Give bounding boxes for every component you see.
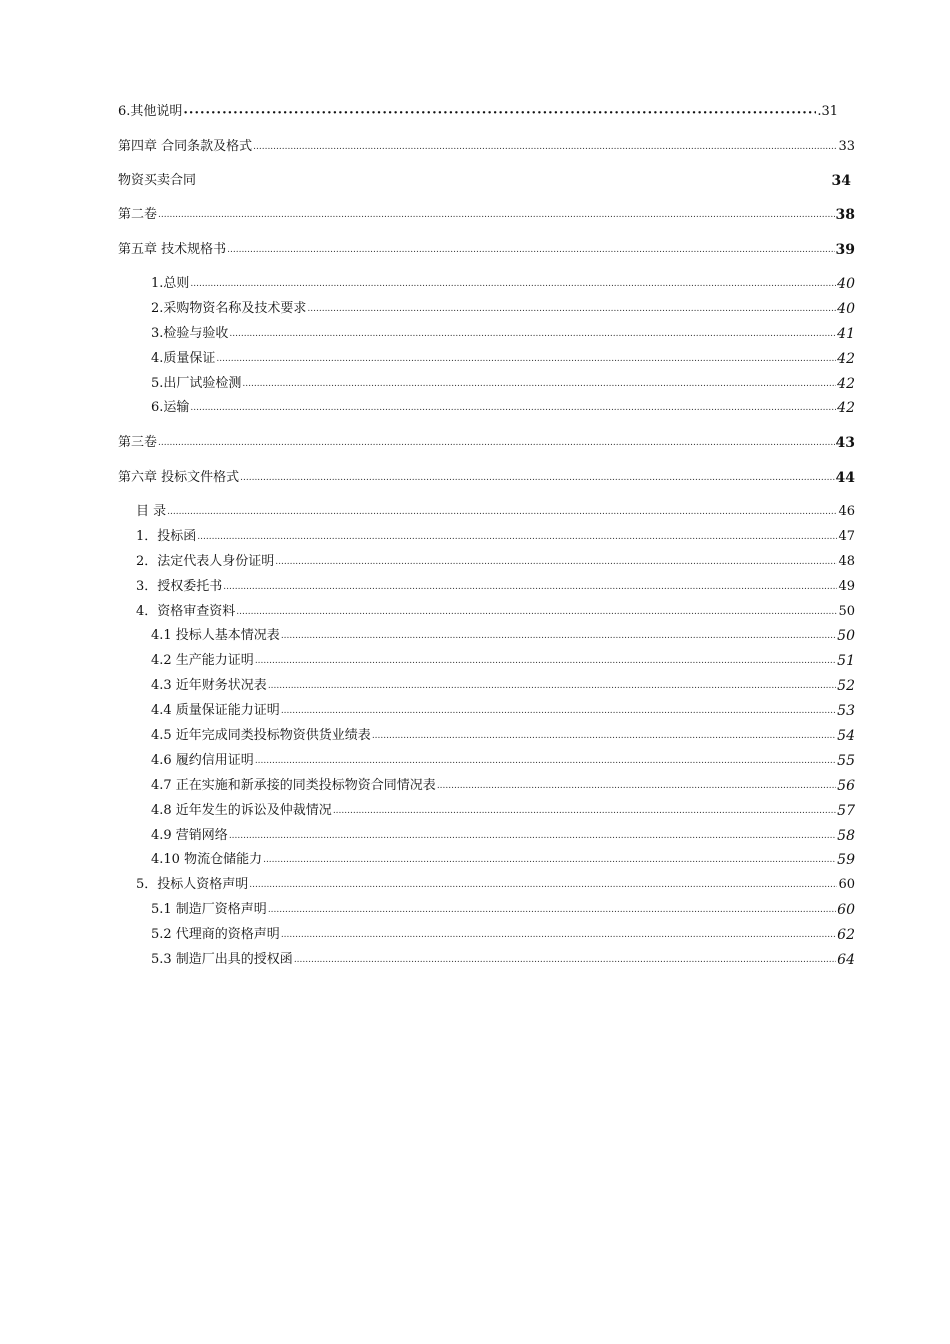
toc-entry-label: 第三卷 <box>118 435 158 450</box>
toc-entry-label: 4.1 投标人基本情况表 <box>151 628 280 643</box>
toc-entry-label: 1．投标函 <box>136 529 197 544</box>
dot-leader <box>190 278 836 290</box>
dot-leader <box>190 402 836 414</box>
dot-leader <box>281 929 836 941</box>
dot-leader <box>307 303 836 315</box>
toc-entry-page: 60 <box>838 877 855 892</box>
toc-entry-label: 5.3 制造厂出具的授权函 <box>151 952 293 967</box>
toc-entry-general[interactable] <box>151 276 855 292</box>
dot-leader <box>263 854 836 866</box>
toc-entry-4-7[interactable] <box>151 778 855 794</box>
toc-entry-page: 64 <box>837 952 855 968</box>
toc-entry-qualification-statement[interactable] <box>136 877 855 893</box>
toc-entry-chapter-5[interactable] <box>118 242 855 258</box>
toc-entry-inspection[interactable] <box>151 326 855 342</box>
toc-entry-4-6[interactable] <box>151 753 855 769</box>
toc-entry-label: 5．投标人资格声明 <box>136 877 249 892</box>
toc-entry-page: 44 <box>835 470 855 486</box>
toc-entry-quality-assurance[interactable] <box>151 351 855 367</box>
toc-entry-5-3[interactable] <box>151 952 855 968</box>
toc-entry-page: 53 <box>837 703 855 719</box>
dot-leader <box>255 655 836 667</box>
toc-entry-label: 第四章 合同条款及格式 <box>118 139 253 154</box>
toc-entry-5-2[interactable] <box>151 927 855 943</box>
toc-entry-page: 57 <box>837 803 855 819</box>
toc-entry-label: 4．资格审查资料 <box>136 604 236 619</box>
toc-entry-page: 58 <box>837 828 855 844</box>
dot-leader <box>158 209 835 221</box>
toc-entry-label: 第六章 投标文件格式 <box>118 470 240 485</box>
toc-entry-label: 3.检验与验收 <box>151 326 229 341</box>
toc-entry-label: 第二卷 <box>118 207 158 222</box>
toc-entry-label: 4.8 近年发生的诉讼及仲裁情况 <box>151 803 332 818</box>
dot-leader <box>227 244 834 256</box>
dot-leader <box>240 472 834 484</box>
toc-entry-page: 50 <box>837 628 855 644</box>
dot-leader <box>236 606 837 618</box>
toc-entry-page: 42 <box>837 351 855 367</box>
toc-entry-page: 59 <box>837 852 855 868</box>
toc-entry-label: 1.总则 <box>151 276 190 291</box>
dot-leader <box>255 755 836 767</box>
toc-entry-goods-contract[interactable] <box>118 173 851 189</box>
toc-entry-contents[interactable] <box>136 504 855 520</box>
toc-entry-page: 34 <box>831 173 851 189</box>
toc-entry-4-8[interactable] <box>151 803 855 819</box>
toc-entry-chapter-4[interactable] <box>118 139 855 155</box>
toc-entry-4-1[interactable] <box>151 628 855 644</box>
toc-entry-4-9[interactable] <box>151 828 855 844</box>
toc-entry-factory-test[interactable] <box>151 376 855 392</box>
toc-entry-label: 4.7 正在实施和新承接的同类投标物资合同情况表 <box>151 778 436 793</box>
toc-entry-label: 5.出厂试验检测 <box>151 376 242 391</box>
dot-leader <box>372 730 836 742</box>
toc-entry-4-2[interactable] <box>151 653 855 669</box>
toc-entry-page: 42 <box>837 400 855 416</box>
dot-leader <box>167 506 837 518</box>
toc-entry-label: 物资买卖合同 <box>118 173 197 188</box>
toc-entry-qualification-review[interactable] <box>136 604 855 620</box>
toc-entry-label: 2.采购物资名称及技术要求 <box>151 301 307 316</box>
toc-entry-chapter-6[interactable] <box>118 470 855 486</box>
toc-entry-label: 5.1 制造厂资格声明 <box>151 902 267 917</box>
toc-entry-page: 55 <box>837 753 855 769</box>
dot-leader <box>242 378 836 390</box>
toc-entry-other-notes[interactable] <box>118 104 838 120</box>
dot-leader <box>268 904 836 916</box>
dot-leader <box>223 581 837 593</box>
toc-entry-label: 3．授权委托书 <box>136 579 223 594</box>
toc-entry-page: 50 <box>838 604 855 619</box>
toc-entry-power-of-attorney[interactable] <box>136 579 855 595</box>
toc-entry-page: 48 <box>838 554 855 569</box>
toc-entry-page: 62 <box>837 927 855 943</box>
toc-entry-volume-3[interactable] <box>118 435 855 451</box>
dot-leader <box>229 328 836 340</box>
dot-leader <box>275 556 837 568</box>
dot-leader <box>197 531 837 543</box>
toc-entry-page: 56 <box>837 778 855 794</box>
toc-entry-page: 54 <box>837 728 855 744</box>
toc-entry-page: 43 <box>835 435 855 451</box>
toc-entry-4-10[interactable] <box>151 852 855 868</box>
toc-entry-label: 6.其他说明 <box>118 104 183 119</box>
dot-leader <box>437 780 836 792</box>
toc-entry-label: 4.2 生产能力证明 <box>151 653 254 668</box>
toc-entry-label: 6.运输 <box>151 400 190 415</box>
toc-entry-technical-requirements[interactable] <box>151 301 855 317</box>
toc-entry-label: 4.6 履约信用证明 <box>151 753 254 768</box>
toc-entry-volume-2[interactable] <box>118 207 855 223</box>
toc-entry-page: .31 <box>817 104 838 119</box>
toc-entry-label: 4.3 近年财务状况表 <box>151 678 267 693</box>
toc-entry-page: 60 <box>837 902 855 918</box>
dot-leader <box>216 353 836 365</box>
toc-entry-page: 52 <box>837 678 855 694</box>
dot-leader <box>158 437 835 449</box>
toc-entry-bid-letter[interactable] <box>136 529 855 545</box>
toc-entry-label: 4.4 质量保证能力证明 <box>151 703 280 718</box>
toc-entry-page: 47 <box>838 529 855 544</box>
toc-entry-4-5[interactable] <box>151 728 855 744</box>
dot-leader <box>333 805 836 817</box>
toc-entry-label: 第五章 技术规格书 <box>118 242 227 257</box>
dot-leader <box>229 830 836 842</box>
toc-entry-label: 4.质量保证 <box>151 351 216 366</box>
toc-entry-label: 目 录 <box>136 504 167 519</box>
toc-entry-label: 2．法定代表人身份证明 <box>136 554 275 569</box>
toc-entry-5-1[interactable] <box>151 902 855 918</box>
toc-entry-label: 4.9 营销网络 <box>151 828 228 843</box>
dot-leader <box>281 705 836 717</box>
toc-entry-4-4[interactable] <box>151 703 855 719</box>
toc-entry-transport[interactable] <box>151 400 855 416</box>
toc-entry-page: 51 <box>837 653 855 669</box>
toc-entry-page: 46 <box>838 504 855 519</box>
toc-entry-page: 41 <box>837 326 855 342</box>
toc-entry-label: 4.10 物流仓储能力 <box>151 852 263 867</box>
toc-entry-4-3[interactable] <box>151 678 855 694</box>
dot-leader <box>249 879 837 891</box>
toc-entry-legal-rep-id[interactable] <box>136 554 855 570</box>
toc-entry-label: 5.2 代理商的资格声明 <box>151 927 280 942</box>
toc-entry-label: 4.5 近年完成同类投标物资供货业绩表 <box>151 728 371 743</box>
toc-entry-page: 49 <box>838 579 855 594</box>
toc-entry-page: 40 <box>837 276 855 292</box>
dot-leader <box>183 108 816 120</box>
toc-entry-page: 42 <box>837 376 855 392</box>
dot-leader <box>294 954 836 966</box>
toc-entry-page: 40 <box>837 301 855 317</box>
dot-leader <box>268 680 836 692</box>
dot-leader <box>253 141 837 153</box>
toc-entry-page: 38 <box>835 207 855 223</box>
toc-entry-page: 39 <box>835 242 855 258</box>
toc-entry-page: 33 <box>838 139 855 154</box>
dot-leader <box>281 630 836 642</box>
